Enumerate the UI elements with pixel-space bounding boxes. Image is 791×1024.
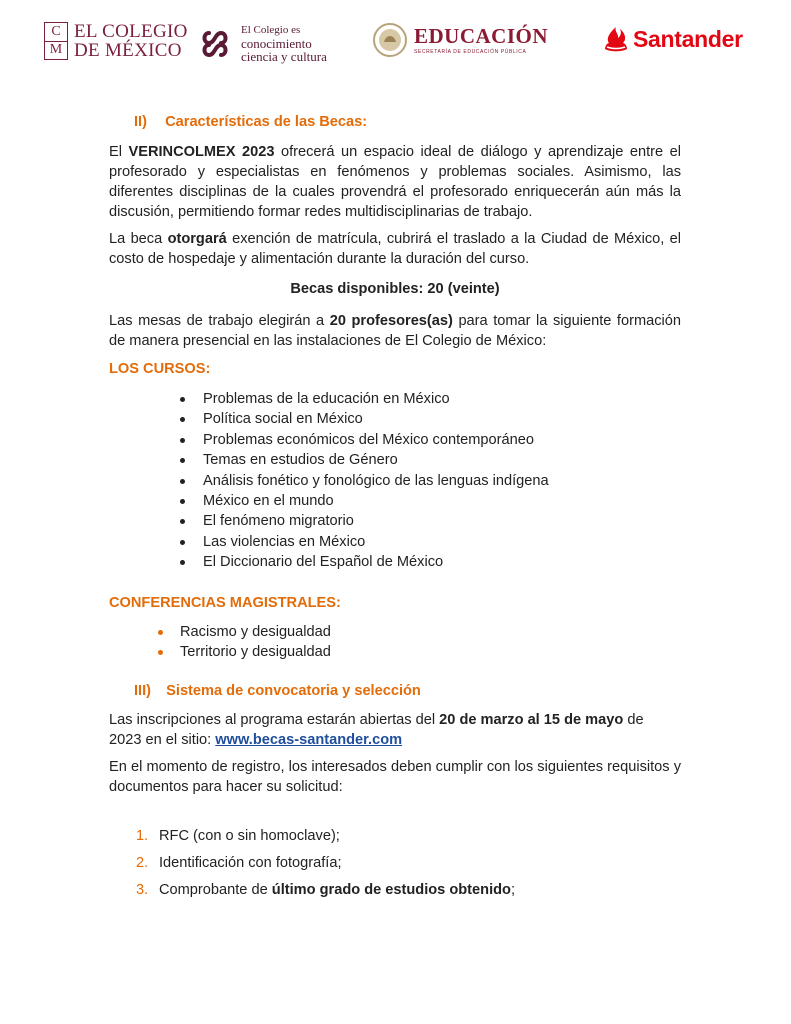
list-item — [180, 409, 363, 429]
section2-number: II) — [134, 114, 147, 130]
section3-title: Sistema de convocatoria y selección — [166, 683, 421, 699]
requisito-label: Identificación con fotografía; — [159, 855, 342, 871]
section3-paragraph1 — [109, 710, 684, 750]
profesores-bold: 20 profesores(as) — [329, 313, 453, 329]
cc-line2: conocimiento — [241, 36, 312, 51]
colegio-conocimiento-text — [241, 24, 327, 63]
orange-bullet-icon — [158, 650, 163, 655]
educacion-text — [414, 25, 548, 55]
list-item — [136, 826, 340, 846]
mexico-seal-icon — [372, 22, 408, 58]
educacion-subtitle: SECRETARÍA DE EDUCACIÓN PÚBLICA — [414, 49, 527, 55]
list-item — [180, 511, 354, 531]
curso-label: Las violencias en México — [203, 533, 366, 550]
item-number: 1. — [136, 828, 149, 844]
colmex-monogram-m: M — [49, 42, 63, 58]
educacion-logo — [372, 22, 548, 58]
curso-label: El fenómeno migratorio — [203, 513, 354, 530]
list-item — [136, 853, 342, 873]
colmex-monogram — [44, 22, 68, 60]
santander-flame-icon — [605, 27, 627, 53]
becas-santander-link[interactable]: www.becas-santander.com — [215, 732, 403, 748]
p3-text-a: Las mesas de trabajo elegirán a — [109, 313, 330, 329]
bullet-icon — [180, 417, 185, 422]
becas-disponibles: Becas disponibles: 20 (veinte) — [290, 281, 500, 297]
bullet-icon — [180, 458, 185, 463]
list-item — [180, 389, 450, 409]
curso-label: El Diccionario del Español de México — [203, 554, 444, 571]
req3-a: Comprobante de — [159, 882, 272, 898]
bullet-icon — [180, 519, 185, 524]
bullet-icon — [180, 499, 185, 504]
section2-title: Características de las Becas: — [165, 114, 368, 130]
bullet-icon — [180, 560, 185, 565]
cc-line3: ciencia y cultura — [241, 49, 327, 64]
section2-paragraph3 — [109, 311, 681, 351]
p1-c: de — [623, 712, 644, 728]
dates-bold: 20 de marzo al 15 de mayo — [439, 712, 624, 728]
list-item — [180, 430, 534, 450]
colmex-wordmark — [74, 22, 188, 60]
p1-line1 — [109, 710, 684, 730]
knot-icon — [201, 29, 235, 59]
list-item — [158, 622, 331, 642]
cursos-list — [180, 389, 680, 574]
list-item — [180, 471, 549, 491]
list-item — [158, 642, 331, 662]
conferencia-label: Racismo y desigualdad — [180, 624, 331, 640]
santander-logo — [605, 26, 743, 53]
colmex-line1: EL COLEGIO — [74, 21, 188, 42]
req3-c: ; — [510, 882, 516, 898]
santander-wordmark: Santander — [633, 26, 743, 52]
requisito-label: RFC (con o sin homoclave); — [159, 828, 340, 844]
p1-line1-text — [109, 710, 644, 730]
item-number: 2. — [136, 855, 149, 871]
requisito-label — [159, 880, 515, 900]
header-logos — [0, 18, 791, 68]
colmex-monogram-c: C — [45, 23, 67, 42]
list-item — [180, 532, 365, 552]
section3-number: III) — [134, 683, 152, 699]
colmex-line2: DE MÉXICO — [74, 40, 182, 61]
colmex-logo — [44, 22, 188, 60]
cc-line1: El Colegio es — [241, 24, 301, 36]
p1-line2 — [109, 730, 684, 750]
curso-label: Temas en estudios de Género — [203, 452, 398, 469]
otorgara-bold: otorgará — [167, 231, 227, 247]
list-item — [180, 552, 443, 572]
section2-paragraph1 — [109, 142, 681, 222]
list-item — [180, 450, 398, 470]
conferencias-list — [158, 622, 658, 664]
bullet-icon — [180, 540, 185, 545]
list-item — [136, 880, 516, 900]
colegio-conocimiento-logo — [201, 24, 327, 63]
conferencia-label: Territorio y desigualdad — [180, 644, 331, 661]
p1-text-c: ofrecerá un espacio ideal de diálogo y aprendizaje entre el profesorado y especialistas en fenómenos y problemas sociales. Asimismo, las diferentes disciplinas de la cuales provendrá el profesorado enriquecerán aún más la discusión, permitiendo formar redes multidisciplinarias de trabajo. — [109, 144, 682, 220]
bullet-icon — [180, 438, 185, 443]
conferencias-heading: CONFERENCIAS MAGISTRALES: — [109, 595, 341, 611]
section3-paragraph2: En el momento de registro, los interesados deben cumplir con los siguientes requisitos y documentos para hacer su solicitud: — [109, 759, 681, 795]
curso-label: México en el mundo — [203, 493, 334, 509]
p2-text-c: exención de matrícula, cubrirá el traslado a la Ciudad de México, el costo de hospedaje y alimentación durante la duración del curso. — [109, 231, 681, 267]
p1-a: Las inscripciones al programa estarán abiertas del — [109, 712, 440, 728]
curso-label: Problemas de la educación en México — [203, 391, 450, 407]
p1-text-a: El — [109, 144, 129, 160]
curso-label: Problemas económicos del México contemporáneo — [203, 431, 534, 448]
bullet-icon — [180, 479, 185, 484]
program-name: VERINCOLMEX 2023 — [128, 144, 275, 160]
p1-d: 2023 en el sitio: — [109, 732, 216, 748]
educacion-wordmark: EDUCACIÓN — [414, 24, 549, 48]
curso-label: Análisis fonético y fonológico de las lenguas indígena — [203, 472, 549, 489]
curso-label: Política social en México — [203, 411, 363, 428]
req3-bold: último grado de estudios obtenido — [271, 882, 511, 898]
bullet-icon — [180, 397, 185, 402]
section3-heading — [134, 681, 421, 701]
p3-text-c: para tomar la siguiente formación de manera presencial en las instalaciones de El Colegio de México: — [109, 313, 682, 349]
section2-paragraph2 — [109, 229, 681, 269]
item-number: 3. — [136, 882, 149, 898]
section2-heading — [134, 112, 367, 132]
list-item — [180, 491, 334, 511]
p2-text-a: La beca — [109, 231, 168, 247]
orange-bullet-icon — [158, 630, 163, 635]
cursos-heading: LOS CURSOS: — [109, 361, 211, 377]
